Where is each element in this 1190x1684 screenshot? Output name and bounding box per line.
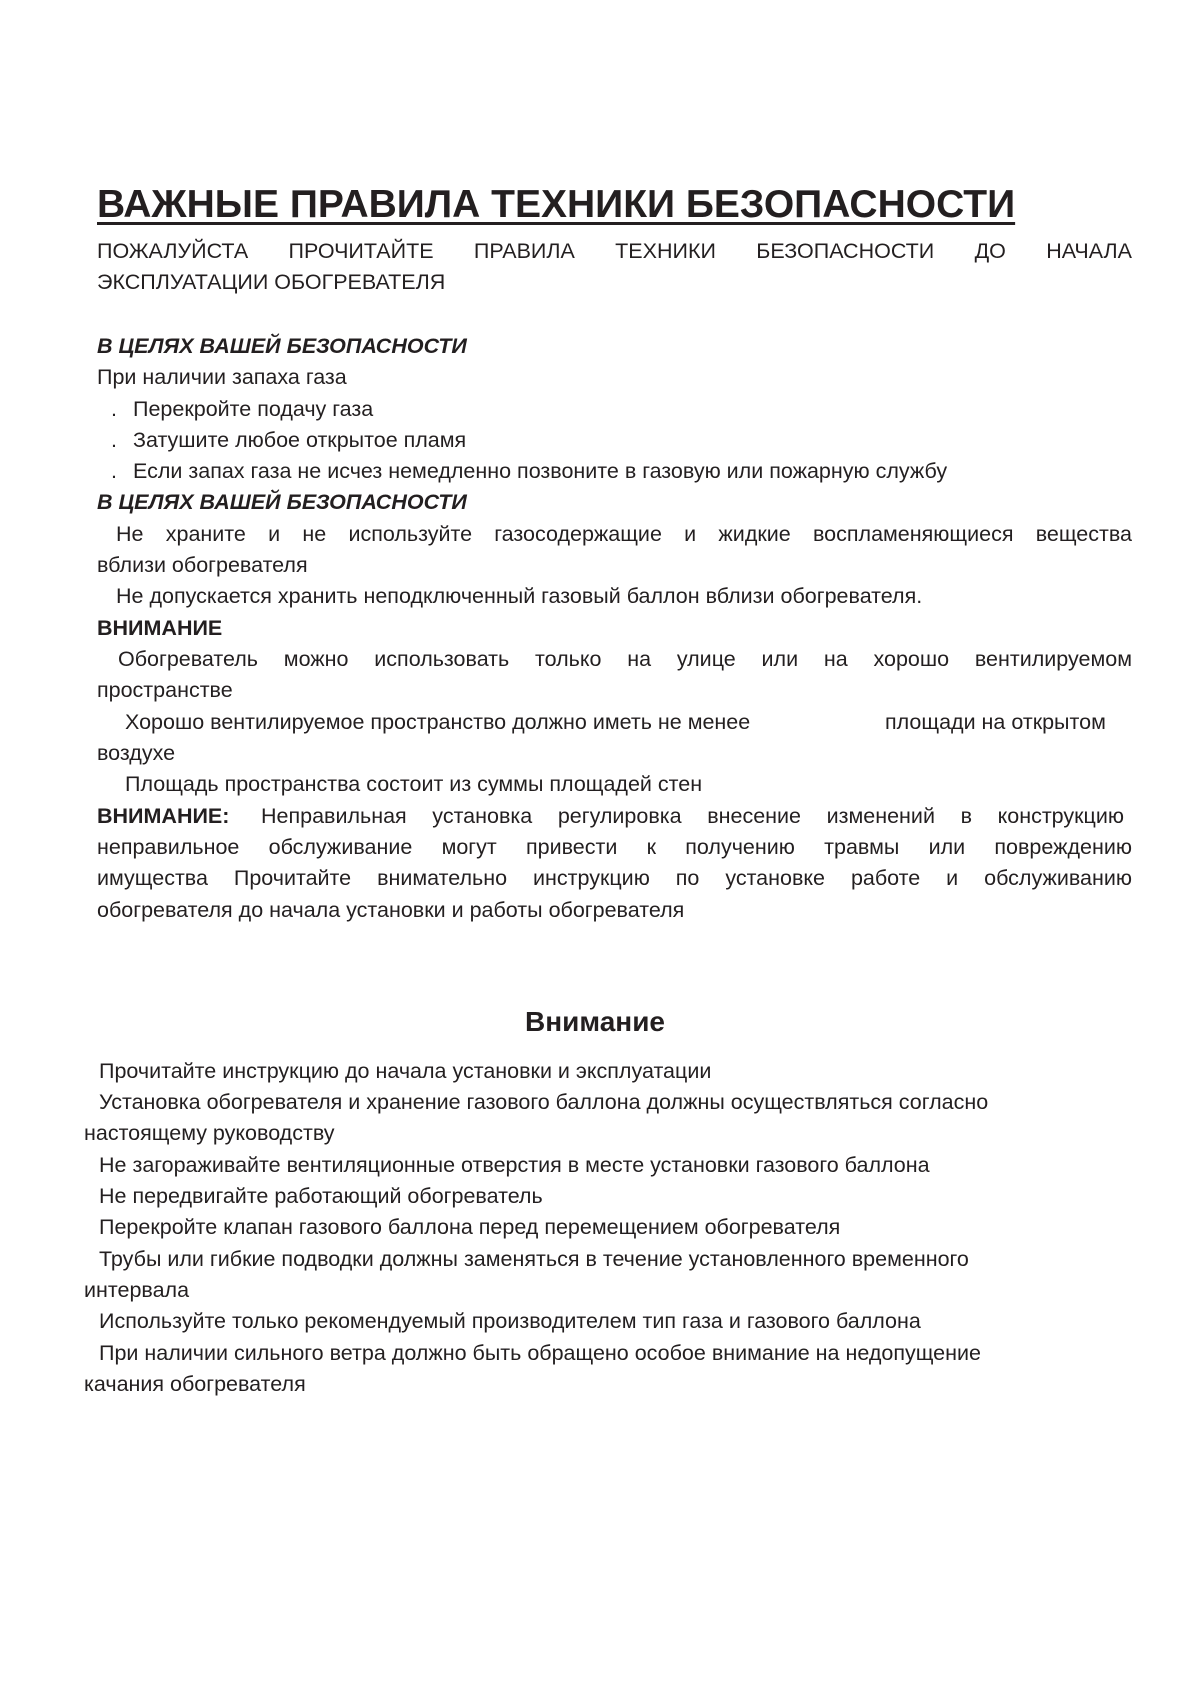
warning-line-4: обогревателя до начала установки и работы обогревателя xyxy=(97,898,685,922)
section-1-item: Затушите любое открытое пламя xyxy=(133,428,467,452)
section-3-paragraph-1-line-1: Обогреватель можно использовать только на улице или на хорошо вентилируемом xyxy=(118,647,1132,671)
attention-line: Не загораживайте вентиляционные отверстия в месте установки газового баллона xyxy=(99,1153,930,1177)
section-2-paragraph-1-line-1: Не храните и не используйте газосодержащие и жидкие воспламеняющиеся вещества xyxy=(116,522,1132,546)
attention-line: Не передвигайте работающий обогреватель xyxy=(99,1184,543,1208)
section-2-paragraph-1-line-2: вблизи обогревателя xyxy=(97,553,308,577)
attention-line: настоящему руководству xyxy=(84,1121,335,1145)
attention-line: Трубы или гибкие подводки должны заменяться в течение установленного временного xyxy=(99,1247,969,1271)
section-1-heading: В ЦЕЛЯХ ВАШЕЙ БЕЗОПАСНОСТИ xyxy=(97,334,467,358)
section-3-paragraph-3: Площадь пространства состоит из суммы площадей стен xyxy=(125,772,703,796)
section-3-paragraph-1-line-2: пространстве xyxy=(97,678,233,702)
warning-line-1: Неправильная установка регулировка внесение изменений в конструкцию xyxy=(261,804,1124,828)
section-3-paragraph-2-line-1a: Хорошо вентилируемое пространство должно иметь не менее xyxy=(125,710,751,734)
intro-line-1: ПОЖАЛУЙСТА ПРОЧИТАЙТЕ ПРАВИЛА ТЕХНИКИ БЕЗОПАСНОСТИ ДО НАЧАЛА xyxy=(97,239,1132,263)
attention-heading: Внимание xyxy=(525,1006,665,1037)
warning-line-3: имущества Прочитайте внимательно инструкцию по установке работе и обслуживанию xyxy=(97,866,1132,890)
section-3-heading: ВНИМАНИЕ xyxy=(97,616,223,640)
section-3-paragraph-2-line-1b: площади на открытом xyxy=(885,710,1106,734)
section-2-heading: В ЦЕЛЯХ ВАШЕЙ БЕЗОПАСНОСТИ xyxy=(97,490,467,514)
attention-line: При наличии сильного ветра должно быть обращено особое внимание на недопущение xyxy=(99,1341,981,1365)
attention-line: Перекройте клапан газового баллона перед перемещением обогревателя xyxy=(99,1215,841,1239)
attention-line: Используйте только рекомендуемый производителем тип газа и газового баллона xyxy=(99,1309,921,1333)
bullet-mark: . xyxy=(111,428,117,452)
intro-line-2: ЭКСПЛУАТАЦИИ ОБОГРЕВАТЕЛЯ xyxy=(97,270,446,294)
bullet-mark: . xyxy=(111,397,117,421)
bullet-mark: . xyxy=(111,459,117,483)
section-1-item: Перекройте подачу газа xyxy=(133,397,374,421)
attention-line: Прочитайте инструкцию до начала установки и эксплуатации xyxy=(99,1059,712,1083)
section-1-item: Если запах газа не исчез немедленно позвоните в газовую или пожарную службу xyxy=(133,459,948,483)
attention-line: качания обогревателя xyxy=(84,1372,306,1396)
warning-label: ВНИМАНИЕ: xyxy=(97,804,230,828)
section-3-paragraph-2-line-2: воздухе xyxy=(97,741,176,765)
page-title: ВАЖНЫЕ ПРАВИЛА ТЕХНИКИ БЕЗОПАСНОСТИ xyxy=(97,183,1016,226)
attention-line: интервала xyxy=(84,1278,190,1302)
warning-line-2: неправильное обслуживание могут привести к получению травмы или повреждению xyxy=(97,835,1132,859)
section-2-paragraph-2: Не допускается хранить неподключенный газовый баллон вблизи обогревателя. xyxy=(116,584,923,608)
section-1-lead: При наличии запаха газа xyxy=(97,365,347,389)
attention-line: Установка обогревателя и хранение газового баллона должны осуществляться согласно xyxy=(99,1090,989,1114)
